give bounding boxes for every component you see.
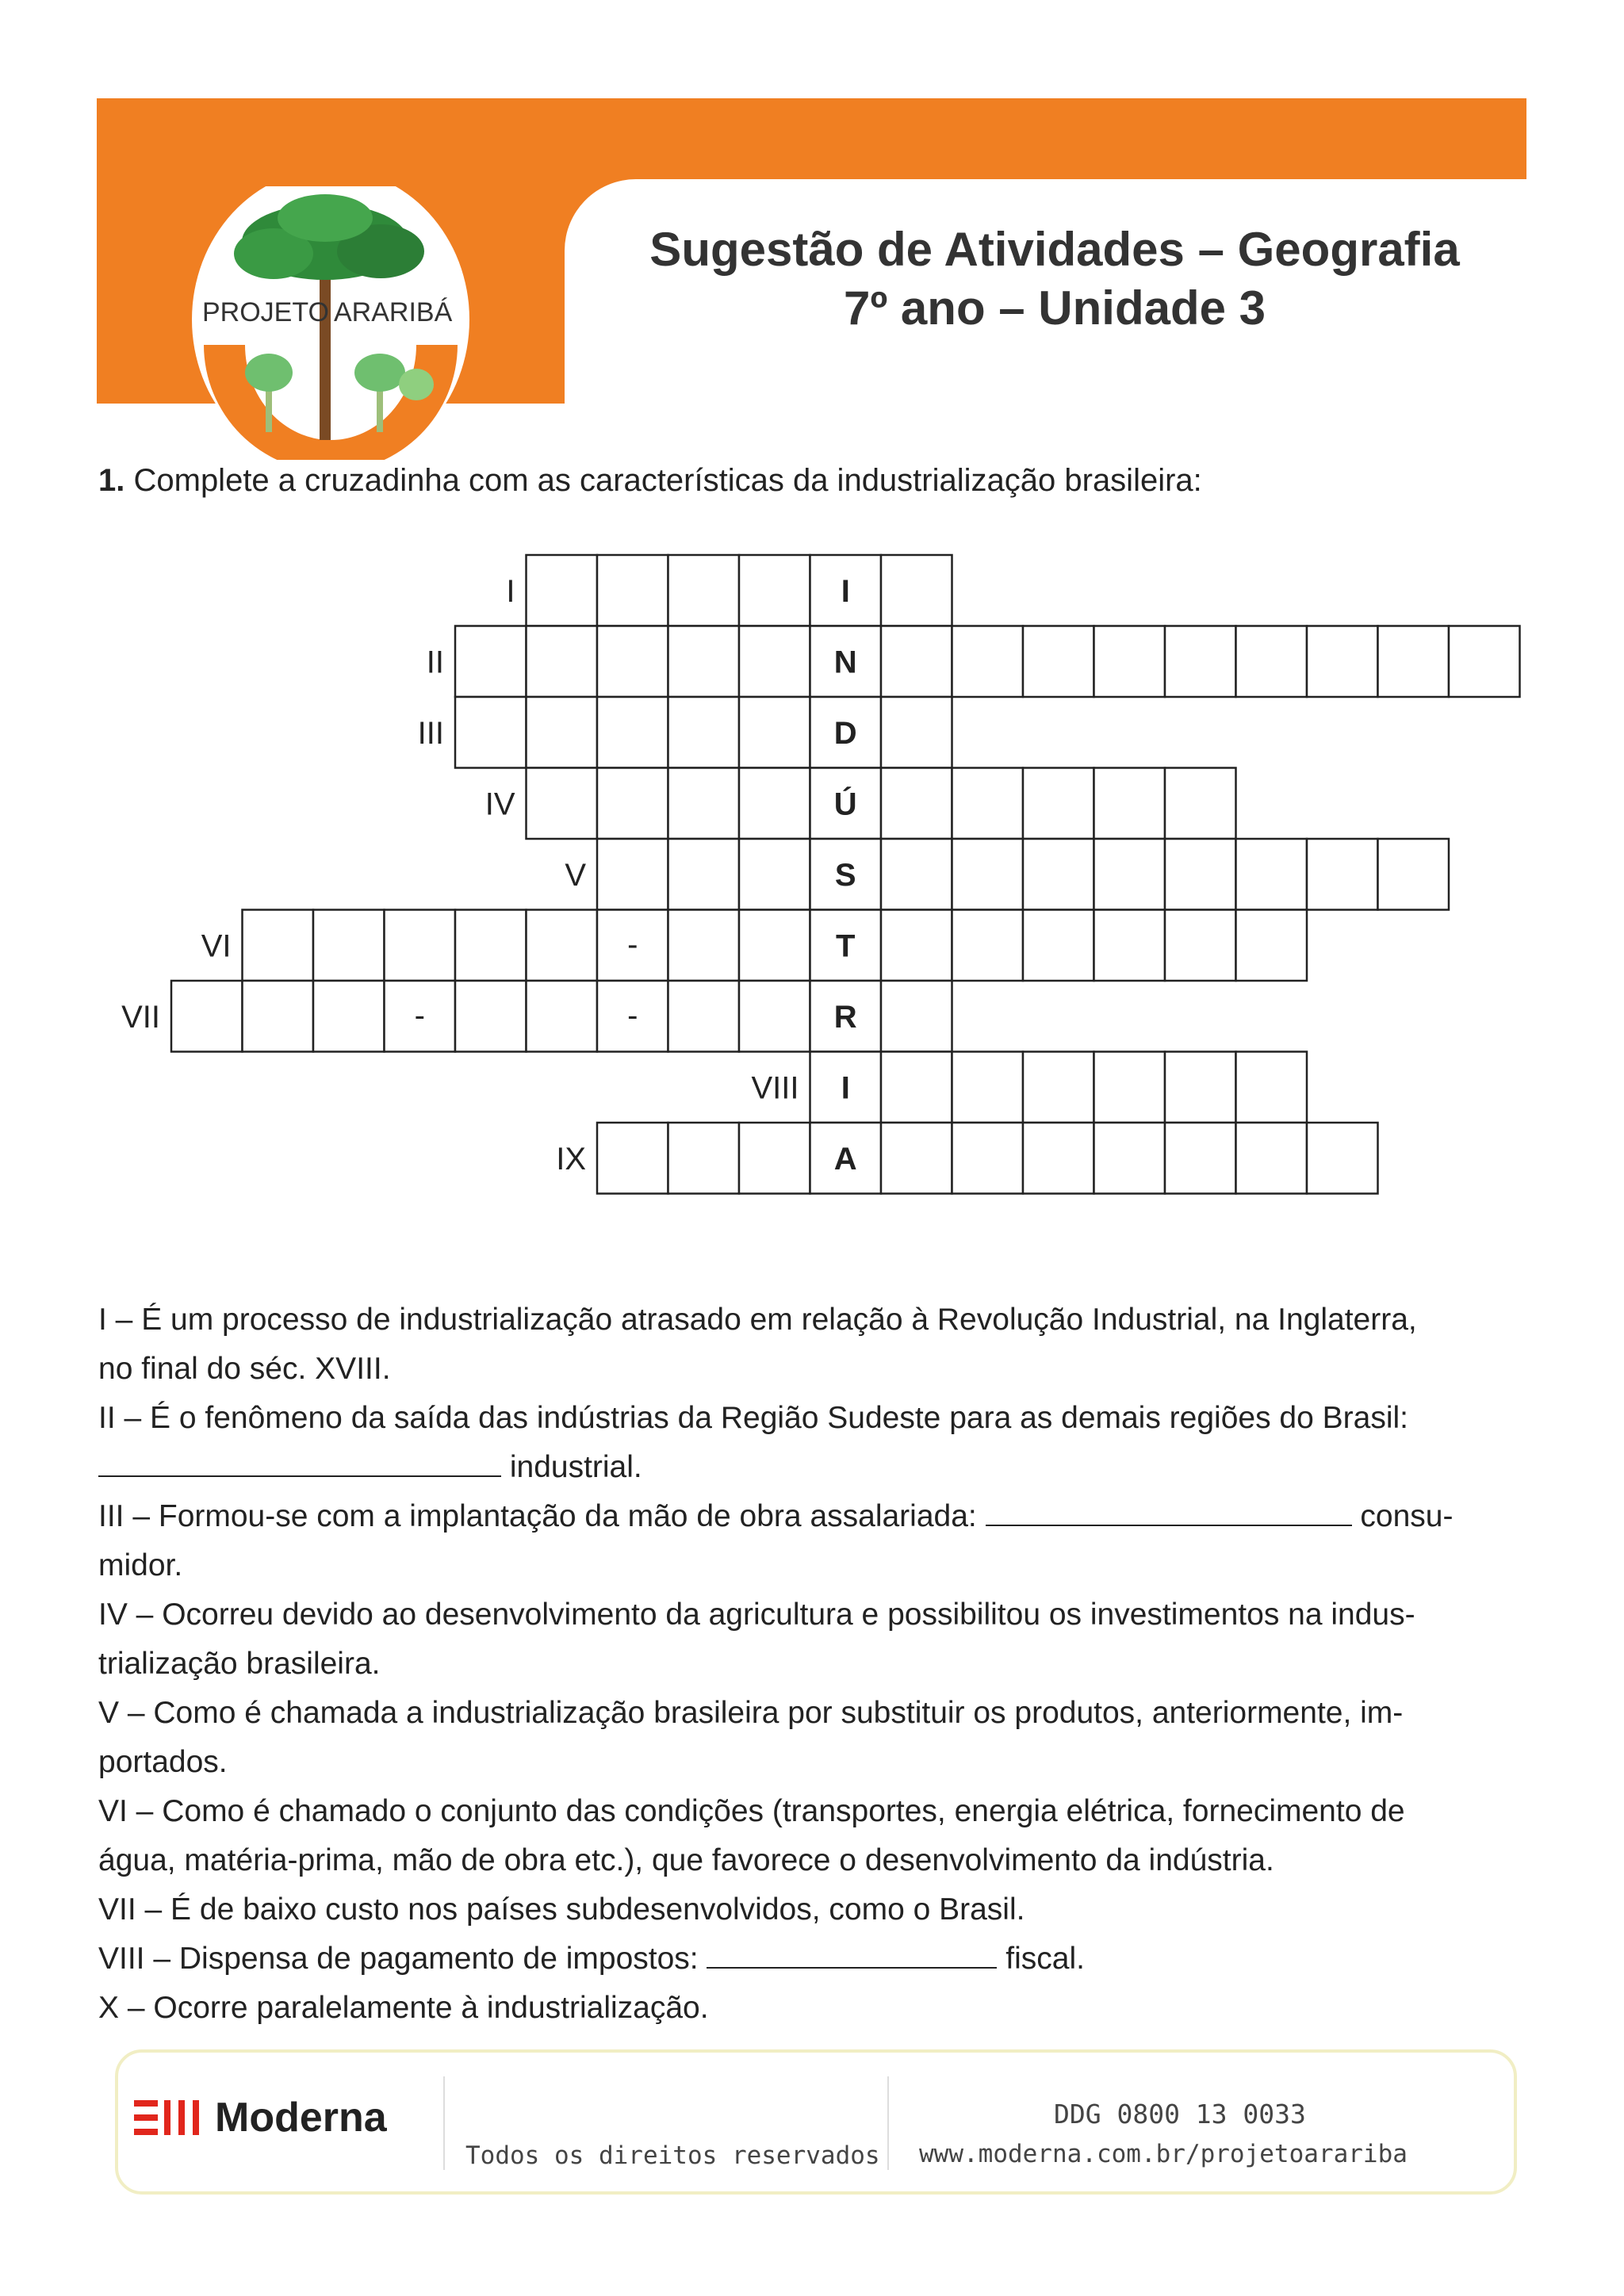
crossword-cell[interactable]	[881, 1123, 952, 1194]
crossword-cell[interactable]	[597, 768, 668, 840]
crossword-cell[interactable]	[243, 910, 314, 982]
clue-text: midor.	[98, 1548, 183, 1582]
crossword-cell[interactable]	[243, 981, 314, 1052]
crossword-cell[interactable]	[881, 1052, 952, 1123]
crossword-hyphen: -	[414, 997, 425, 1033]
crossword-cell[interactable]	[527, 697, 598, 768]
crossword-cell[interactable]	[527, 981, 598, 1052]
crossword-cell[interactable]	[1236, 839, 1308, 910]
clue-item	[98, 1689, 1510, 1787]
crossword-cell[interactable]	[1449, 626, 1520, 698]
crossword-hyphen: -	[627, 997, 638, 1033]
crossword-cell[interactable]	[668, 768, 740, 840]
crossword-cell[interactable]	[668, 1123, 740, 1194]
crossword-row-label: VIII	[751, 1070, 799, 1106]
clue-item	[98, 1295, 1510, 1394]
crossword-cell[interactable]	[385, 910, 456, 982]
page-title-line1: Sugestão de Atividades – Geografia	[649, 223, 1460, 276]
crossword-cell[interactable]	[455, 981, 527, 1052]
crossword-cell[interactable]	[739, 1123, 810, 1194]
crossword-cell[interactable]	[739, 697, 810, 768]
clue-text: portados.	[98, 1745, 228, 1779]
crossword-key-letter: A	[833, 1141, 857, 1177]
crossword-cell[interactable]	[668, 839, 740, 910]
crossword-cell[interactable]	[739, 839, 810, 910]
crossword-cell[interactable]	[952, 910, 1024, 982]
crossword-cell[interactable]	[313, 910, 385, 982]
clue-item	[98, 1984, 1510, 2033]
crossword-cell[interactable]	[881, 697, 952, 768]
crossword-cell[interactable]	[952, 1052, 1024, 1123]
crossword-cell[interactable]	[597, 555, 668, 626]
crossword-cell[interactable]	[1023, 626, 1094, 698]
crossword-key-letter: N	[833, 645, 857, 680]
clue-item	[98, 1590, 1510, 1689]
crossword-cell[interactable]	[527, 910, 598, 982]
footer-phone: DDG 0800 13 0033	[1054, 2099, 1306, 2130]
crossword-row-label: VII	[121, 999, 160, 1035]
crossword-cell[interactable]	[597, 697, 668, 768]
footer-rights: Todos os direitos reservados	[465, 2141, 880, 2170]
answer-blank[interactable]	[707, 1935, 997, 1969]
clue-text: IV – Ocorreu devido ao desenvolvimento da agricultura e possibilitou os investimentos na indus-	[98, 1598, 1415, 1632]
crossword-key-letter: S	[834, 857, 856, 893]
crossword-cell[interactable]	[952, 839, 1024, 910]
footer-divider	[443, 2076, 445, 2170]
clue-text: fiscal.	[997, 1942, 1085, 1976]
crossword-cell[interactable]	[1165, 768, 1236, 840]
answer-blank[interactable]	[98, 1444, 501, 1477]
crossword-row-label: II	[426, 645, 444, 680]
crossword-key-letter: D	[833, 715, 857, 751]
crossword-cell[interactable]	[1165, 1123, 1236, 1194]
answer-blank[interactable]	[986, 1493, 1352, 1526]
crossword-cell[interactable]	[1236, 1123, 1308, 1194]
crossword-cell[interactable]	[1023, 839, 1094, 910]
footer-url[interactable]: www.moderna.com.br/projetoarariba	[919, 2140, 1408, 2168]
crossword-cell[interactable]	[455, 697, 527, 768]
crossword-cell[interactable]	[597, 839, 668, 910]
crossword-key-letter: Ú	[833, 786, 857, 822]
crossword-cell[interactable]	[952, 626, 1024, 698]
logo-text-right: ARARIBÁ	[334, 297, 453, 327]
crossword-cell[interactable]	[1023, 1052, 1094, 1123]
crossword-cell[interactable]	[668, 981, 740, 1052]
crossword-cell[interactable]	[1165, 839, 1236, 910]
crossword-row-label: III	[417, 715, 444, 751]
crossword-cell[interactable]	[527, 768, 598, 840]
crossword-cell[interactable]	[881, 839, 952, 910]
footer-brand-name: Moderna	[215, 2095, 387, 2141]
crossword-cell[interactable]	[1165, 910, 1236, 982]
crossword-hyphen: -	[627, 927, 638, 962]
clue-text: I – É um processo de industrialização atrasado em relação à Revolução Industrial, na Inglaterra,	[98, 1303, 1417, 1337]
crossword-cell[interactable]	[739, 910, 810, 982]
crossword-row-label: IV	[485, 786, 515, 822]
crossword-cell[interactable]	[739, 768, 810, 840]
footer-brand	[134, 2094, 387, 2141]
crossword-key-letter: T	[836, 928, 856, 964]
moderna-logo-icon	[134, 2097, 204, 2138]
crossword-cell[interactable]	[527, 555, 598, 626]
crossword-key-letter: R	[833, 999, 857, 1035]
crossword-cell[interactable]	[1094, 768, 1166, 840]
crossword-key-letter: I	[841, 573, 850, 609]
crossword-cell[interactable]	[668, 626, 740, 698]
crossword-cell[interactable]	[171, 981, 243, 1052]
footer-bar	[115, 2049, 1517, 2195]
crossword-cell[interactable]	[1094, 910, 1166, 982]
footer-divider	[887, 2076, 889, 2170]
crossword-cell[interactable]	[952, 768, 1024, 840]
clue-text: industrial.	[501, 1450, 642, 1484]
clue-text: II – É o fenômeno da saída das indústrias da Região Sudeste para as demais regiões do Brasil:	[98, 1401, 1408, 1435]
question-number: 1.	[98, 463, 125, 498]
crossword-cell[interactable]	[1165, 626, 1236, 698]
crossword-cell[interactable]	[1307, 1123, 1378, 1194]
clue-item	[98, 1492, 1510, 1590]
crossword-cell[interactable]	[1378, 839, 1450, 910]
clue-item	[98, 1787, 1510, 1885]
crossword-cell[interactable]	[455, 626, 527, 698]
crossword-cell[interactable]	[455, 910, 527, 982]
question-text: Complete a cruzadinha com as características da industrialização brasileira:	[133, 463, 1202, 498]
crossword-cell[interactable]	[668, 697, 740, 768]
crossword-cell[interactable]	[668, 910, 740, 982]
crossword-row-label: VI	[201, 928, 232, 964]
crossword-key-letter: I	[841, 1070, 850, 1106]
crossword-cell[interactable]	[597, 1123, 668, 1194]
clue-text: no final do séc. XVIII.	[98, 1352, 391, 1386]
crossword-cell[interactable]	[881, 555, 952, 626]
crossword-cell[interactable]	[739, 555, 810, 626]
crossword-row-label: V	[565, 857, 586, 893]
crossword-cell[interactable]	[1094, 1052, 1166, 1123]
crossword-cell[interactable]	[1023, 768, 1094, 840]
crossword-cell[interactable]	[1023, 1123, 1094, 1194]
clue-list	[98, 1295, 1510, 2033]
clue-item	[98, 1934, 1510, 1984]
crossword-cell[interactable]	[1094, 1123, 1166, 1194]
clue-text: III – Formou-se com a implantação da mão de obra assalariada:	[98, 1499, 986, 1533]
clue-text: consu-	[1351, 1499, 1454, 1533]
crossword-cell[interactable]	[881, 626, 952, 698]
crossword-cell[interactable]	[1236, 626, 1308, 698]
crossword-row-label: I	[506, 573, 515, 609]
crossword-cell[interactable]	[1165, 1052, 1236, 1123]
crossword-cell[interactable]	[597, 626, 668, 698]
clue-text: VII – É de baixo custo nos países subdesenvolvidos, como o Brasil.	[98, 1892, 1025, 1927]
page-title-line2: 7º ano – Unidade 3	[843, 281, 1266, 335]
crossword-cell[interactable]	[881, 768, 952, 840]
clue-text: água, matéria-prima, mão de obra etc.), que favorece o desenvolvimento da indústria.	[98, 1843, 1274, 1877]
clue-text: VIII – Dispensa de pagamento de impostos:	[98, 1942, 707, 1976]
clue-item	[98, 1885, 1510, 1934]
crossword-cell[interactable]	[1094, 626, 1166, 698]
clue-text: X – Ocorre paralelamente à industrialização.	[98, 1991, 709, 2025]
crossword-cell[interactable]	[1307, 626, 1378, 698]
crossword-cell[interactable]	[881, 981, 952, 1052]
crossword-cell[interactable]	[527, 626, 598, 698]
crossword-cell[interactable]	[952, 1123, 1024, 1194]
crossword-cell[interactable]	[1307, 839, 1378, 910]
crossword-cell[interactable]	[739, 626, 810, 698]
clue-item	[98, 1394, 1510, 1492]
crossword-cell[interactable]	[313, 981, 385, 1052]
crossword-row-label: IX	[556, 1141, 586, 1177]
logo-text-left: PROJETO	[202, 297, 329, 327]
crossword-cell[interactable]	[1378, 626, 1450, 698]
crossword-cell[interactable]	[739, 981, 810, 1052]
crossword-cell[interactable]	[1236, 1052, 1308, 1123]
clue-text: VI – Como é chamado o conjunto das condições (transportes, energia elétrica, fornecimento de	[98, 1794, 1405, 1828]
crossword-cell[interactable]	[1023, 910, 1094, 982]
clue-text: trialização brasileira.	[98, 1647, 381, 1681]
crossword-cell[interactable]	[881, 910, 952, 982]
crossword-cell[interactable]	[1236, 910, 1308, 982]
clue-text: V – Como é chamada a industrialização brasileira por substituir os produtos, anteriormente, im-	[98, 1696, 1404, 1730]
crossword-cell[interactable]	[668, 555, 740, 626]
crossword-cell[interactable]	[1094, 839, 1166, 910]
